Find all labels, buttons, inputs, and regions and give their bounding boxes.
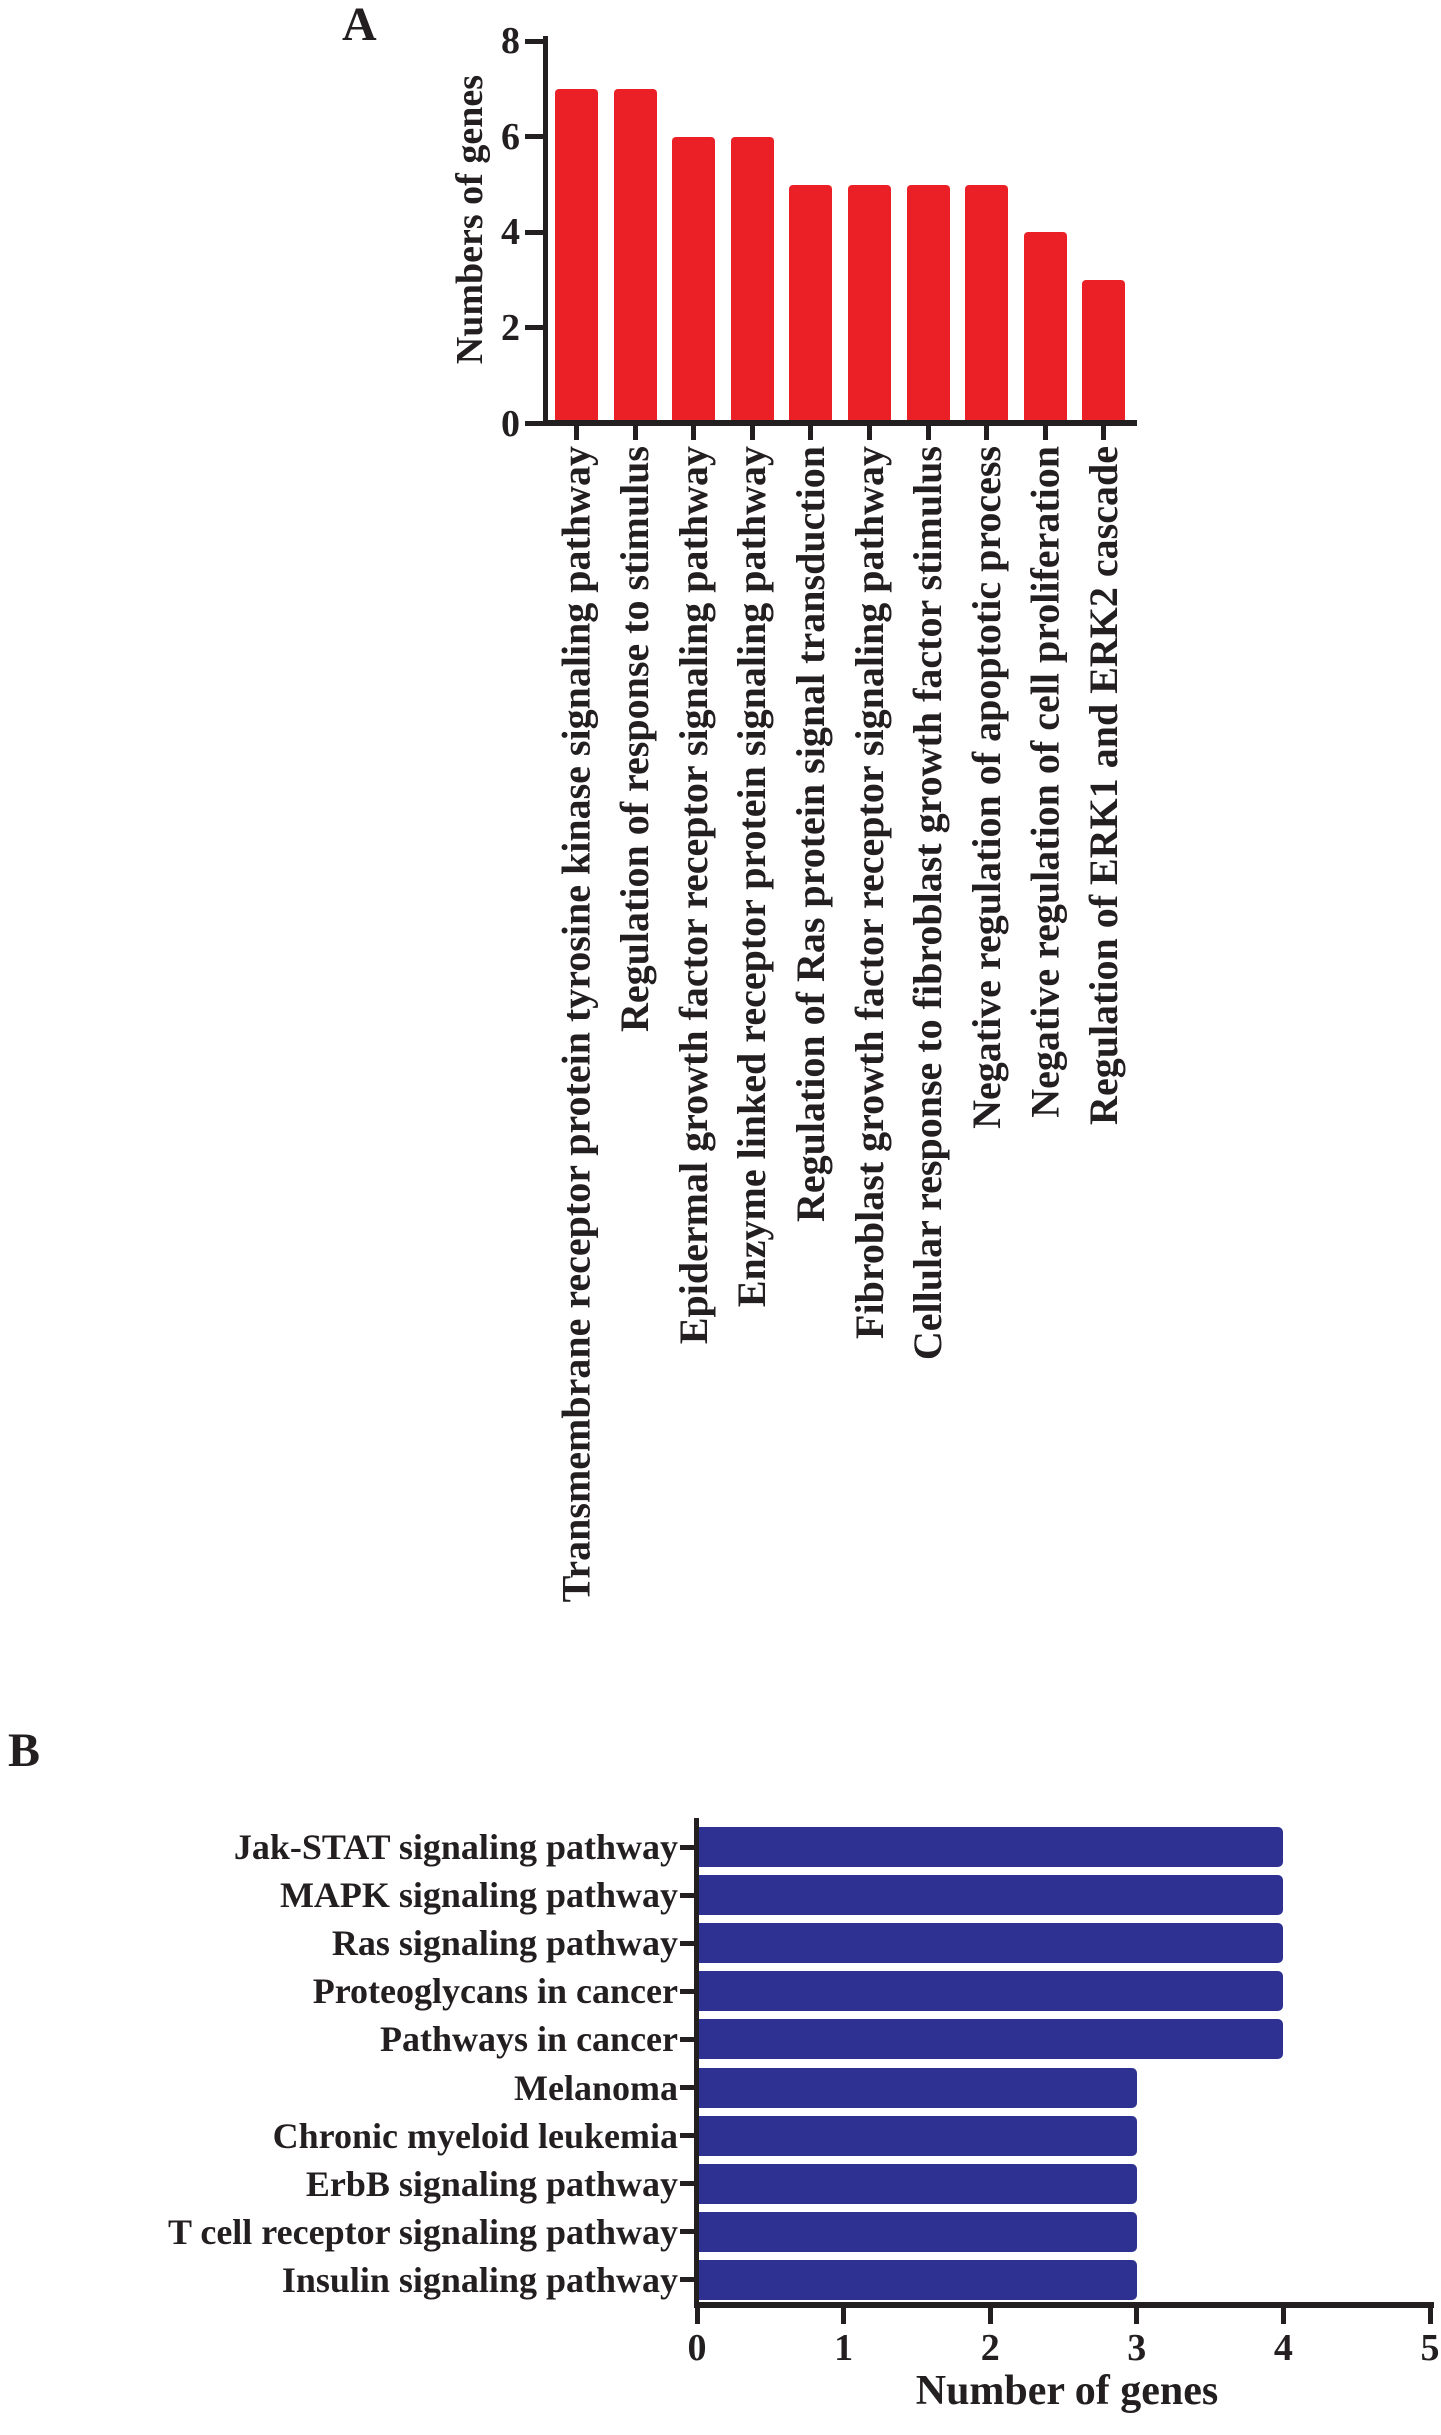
- bar: [848, 185, 891, 421]
- bar: [699, 2019, 1283, 2059]
- x-tick-mark: [1281, 2308, 1286, 2324]
- x-tick-label: 4: [1273, 2327, 1293, 2369]
- category-label: Pathways in cancer: [380, 2019, 678, 2060]
- y-tick-label: 0: [501, 402, 520, 445]
- category-label: Ras signaling pathway: [331, 1923, 678, 1964]
- category-label: Negative regulation of apoptotic process: [963, 446, 1009, 1129]
- x-tick-label: 0: [687, 2327, 707, 2369]
- y-tick-mark: [680, 2277, 697, 2282]
- x-tick-mark: [1428, 2308, 1433, 2324]
- y-tick-mark: [680, 2181, 697, 2186]
- y-tick-label: 2: [501, 306, 520, 349]
- category-label: Transmembrane receptor protein tyrosine kinase signaling pathway: [553, 446, 599, 1603]
- x-tick-mark: [691, 426, 696, 440]
- y-tick-label: 4: [501, 211, 520, 254]
- y-tick-mark: [680, 1989, 697, 1994]
- y-tick-mark: [680, 1941, 697, 1946]
- x-tick-mark: [808, 426, 813, 440]
- x-tick-mark: [926, 426, 931, 440]
- y-tick-mark: [680, 2037, 697, 2042]
- bar: [907, 185, 950, 421]
- bar: [555, 89, 598, 420]
- bar: [699, 1971, 1283, 2011]
- x-tick-mark: [1101, 426, 1106, 440]
- x-tick-mark: [695, 2308, 700, 2324]
- bar: [1024, 232, 1067, 420]
- y-tick-label: 8: [501, 20, 520, 63]
- x-tick-label: 2: [980, 2327, 1000, 2369]
- bar: [1082, 280, 1125, 420]
- bar: [699, 2068, 1137, 2108]
- x-axis-title-b: Number of genes: [915, 2368, 1219, 2414]
- panel-a-label: A: [342, 0, 377, 51]
- category-label: Melanoma: [514, 2067, 678, 2108]
- category-label: Fibroblast growth factor receptor signaling pathway: [846, 446, 892, 1339]
- x-tick-label: 5: [1420, 2327, 1440, 2369]
- category-label: Epidermal growth factor receptor signaling pathway: [670, 446, 716, 1345]
- category-label: Enzyme linked receptor protein signaling pathway: [729, 446, 775, 1308]
- category-label: Chronic myeloid leukemia: [272, 2115, 678, 2156]
- y-tick-mark: [680, 1893, 697, 1898]
- x-tick-mark: [633, 426, 638, 440]
- bar: [731, 137, 774, 420]
- x-tick-label: 3: [1127, 2327, 1147, 2369]
- y-tick-mark: [525, 230, 543, 235]
- bar: [699, 1875, 1283, 1915]
- x-tick-mark: [984, 426, 989, 440]
- x-tick-mark: [574, 426, 579, 440]
- bar: [699, 1923, 1283, 1963]
- y-tick-mark: [680, 2085, 697, 2090]
- category-label: T cell receptor signaling pathway: [167, 2211, 678, 2252]
- category-label: Cellular response to fibroblast growth factor stimulus: [905, 446, 951, 1361]
- y-tick-mark: [525, 39, 543, 44]
- y-axis-line-a: [543, 36, 548, 426]
- category-label: ErbB signaling pathway: [305, 2163, 678, 2204]
- bar: [699, 2212, 1137, 2252]
- y-tick-mark: [680, 2229, 697, 2234]
- x-tick-mark: [867, 426, 872, 440]
- category-label: Regulation of response to stimulus: [612, 446, 658, 1032]
- category-label: Jak-STAT signaling pathway: [233, 1827, 678, 1867]
- y-tick-mark: [680, 2133, 697, 2138]
- x-tick-mark: [841, 2308, 846, 2324]
- category-label: MAPK signaling pathway: [279, 1875, 678, 1916]
- x-tick-mark: [1134, 2308, 1139, 2324]
- bar: [699, 2260, 1137, 2300]
- x-tick-label: 1: [834, 2327, 854, 2369]
- x-tick-mark: [750, 426, 755, 440]
- y-axis-title-a: Numbers of genes: [449, 75, 491, 365]
- y-tick-label: 6: [501, 115, 520, 158]
- bar: [614, 89, 657, 420]
- category-label: Proteoglycans in cancer: [312, 1971, 678, 2012]
- category-label: Regulation of Ras protein signal transduction: [787, 446, 833, 1223]
- panel-b-label: B: [8, 1724, 41, 1777]
- category-label: Regulation of ERK1 and ERK2 cascade: [1080, 446, 1126, 1125]
- category-label: Negative regulation of cell proliferation: [1022, 446, 1068, 1118]
- bar: [699, 1827, 1283, 1867]
- category-label: Insulin signaling pathway: [281, 2259, 678, 2300]
- bar: [699, 2116, 1137, 2156]
- bar: [672, 137, 715, 420]
- x-tick-mark: [988, 2308, 993, 2324]
- bar: [965, 185, 1008, 421]
- y-tick-mark: [525, 134, 543, 139]
- y-tick-mark: [680, 1845, 697, 1850]
- bar: [699, 2164, 1137, 2204]
- y-tick-mark: [525, 325, 543, 330]
- x-tick-mark: [1043, 426, 1048, 440]
- y-tick-mark: [525, 421, 543, 426]
- bar: [789, 185, 832, 421]
- x-axis-line-b: [694, 2302, 1434, 2308]
